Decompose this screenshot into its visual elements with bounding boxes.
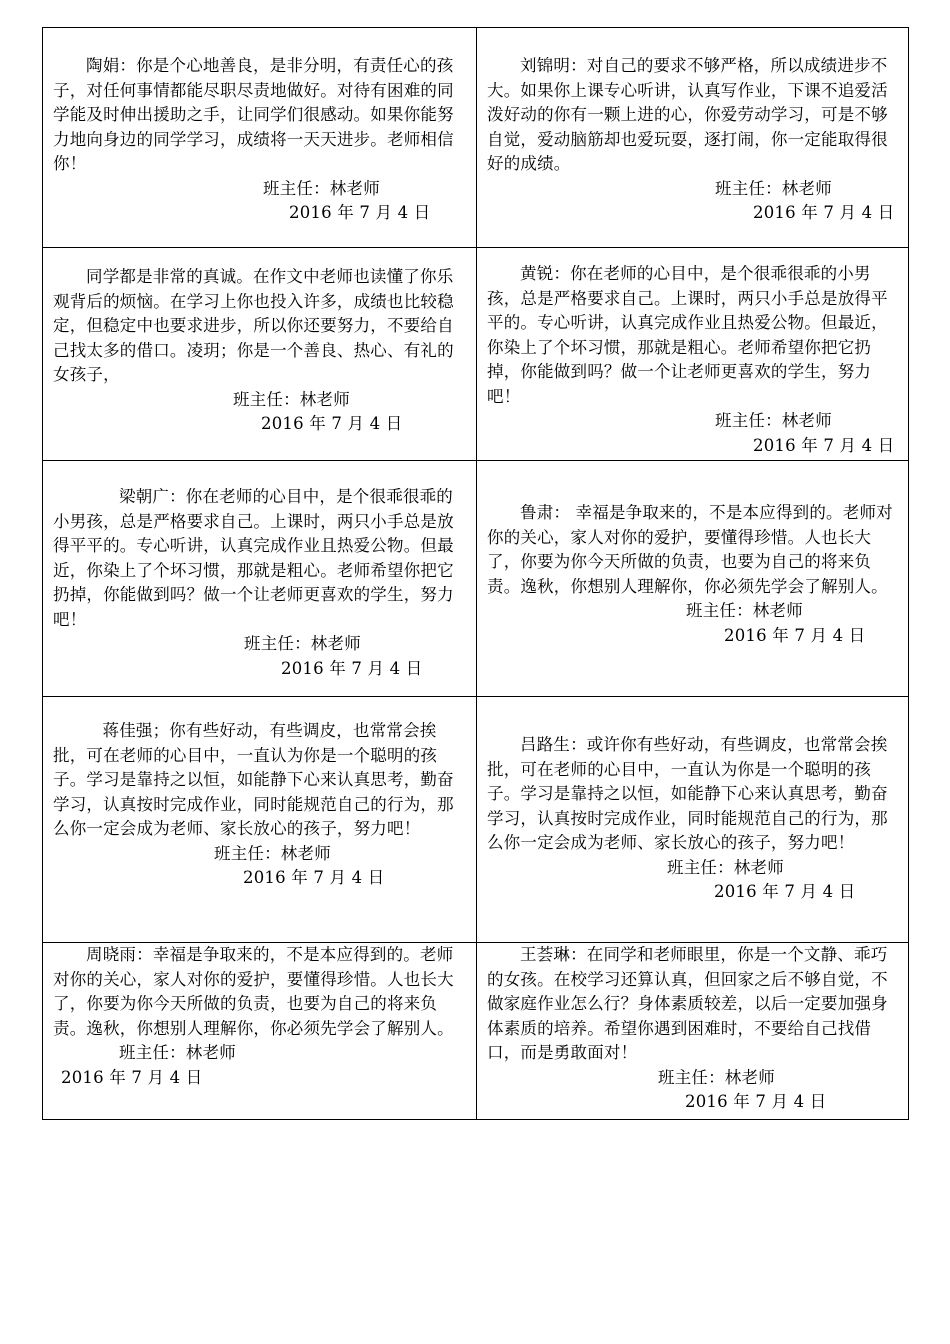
comment-cell bbox=[477, 248, 909, 461]
comment-date: 2016 年 7 月 4 日 bbox=[289, 203, 431, 222]
comment-text: 刘锦明：对自己的要求不够严格，所以成绩进步不大。如果你上课专心听讲，认真写作业，下课不追爱活泼好动的你有一颗上进的心，你爱劳动学习，可是不够自觉，爱动脑筋却也爱玩耍，逐打闹，你一定能取得很好的成绩。 bbox=[487, 56, 888, 173]
teacher-signature: 班主任：林老师 bbox=[686, 601, 803, 620]
comment-cell bbox=[43, 248, 477, 461]
comment-text: 蒋佳强；你有些好动，有些调皮，也常常会挨批，可在老师的心目中，一直认为你是一个聪明的孩子。学习是靠持之以恒，如能静下心来认真思考，勤奋学习，认真按时完成作业，同时能规范自己的行为，那么你一定会成为老师、家长放心的孩子，努力吧！ bbox=[53, 721, 454, 838]
comment-text: 陶娟：你是个心地善良，是非分明，有责任心的孩子，对任何事情都能尽职尽责地做好。对待有困难的同学能及时伸出援助之手，让同学们很感动。如果你能努力地向身边的同学学习，成绩将一天天进步。老师相信你！ bbox=[53, 56, 454, 173]
teacher-signature: 班主任：林老师 bbox=[715, 411, 832, 430]
comment-text: 周晓雨：幸福是争取来的，不是本应得到的。老师对你的关心，家人对你的爱护，要懂得珍惜。人也长大了，你要为你今天所做的负责，也要为自己的将来负责。逸秋，你想别人理解你，你必须先学会了解别人。 bbox=[53, 945, 454, 1038]
comment-text: 同学都是非常的真诚。在作文中老师也读懂了你乐观背后的烦恼。在学习上你也投入许多，成绩也比较稳定，但稳定中也要求进步，所以你还要努力，不要给自己找太多的借口。凌玥；你是一个善良、热心、有礼的女孩子， bbox=[53, 267, 454, 384]
comment-date: 2016 年 7 月 4 日 bbox=[714, 882, 856, 901]
teacher-signature: 班主任：林老师 bbox=[233, 389, 350, 409]
teacher-signature: 班主任：林老师 bbox=[119, 1043, 236, 1062]
comment-date: 2016 年 7 月 4 日 bbox=[753, 203, 895, 222]
comment-date: 2016 年 7 月 4 日 bbox=[685, 1092, 827, 1111]
teacher-signature: 班主任：林老师 bbox=[715, 178, 832, 198]
teacher-signature: 班主任：林老师 bbox=[263, 178, 380, 198]
teacher-signature: 班主任：林老师 bbox=[244, 634, 361, 653]
comment-date: 2016 年 7 月 4 日 bbox=[243, 868, 385, 887]
comment-date: 2016 年 7 月 4 日 bbox=[724, 625, 866, 645]
comment-cell bbox=[477, 943, 909, 1120]
comment-date: 2016 年 7 月 4 日 bbox=[281, 658, 423, 678]
comment-text: 梁朝广：你在老师的心目中，是个很乖很乖的小男孩，总是严格要求自己。上课时，两只小手总是放得平平的。专心听讲，认真完成作业且热爱公物。但最近，你染上了个坏习惯，那就是粗心。老师希望你把它扔掉，你能做到吗？做一个让老师更喜欢的学生，努力吧！ bbox=[53, 487, 454, 629]
teacher-signature: 班主任：林老师 bbox=[667, 857, 784, 877]
comment-cell bbox=[477, 697, 909, 943]
comment-date: 2016 年 7 月 4 日 bbox=[261, 414, 403, 433]
comment-cell bbox=[43, 943, 477, 1120]
comment-text: 吕路生：或许你有些好动，有些调皮，也常常会挨批，可在老师的心目中，一直认为你是一个聪明的孩子。学习是靠持之以恒，如能静下心来认真思考，勤奋学习，认真按时完成作业，同时能规范自己的行为，那么你一定会成为老师、家长放心的孩子，努力吧！ bbox=[487, 735, 888, 852]
comment-text: 黄锐：你在老师的心目中，是个很乖很乖的小男孩，总是严格要求自己。上课时，两只小手总是放得平平的。专心听讲，认真完成作业且热爱公物。但最近，你染上了个坏习惯，那就是粗心。老师希望你把它扔掉，你能做到吗？做一个让老师更喜欢的学生，努力吧！ bbox=[487, 264, 888, 406]
comment-text: 王荟琳：在同学和老师眼里，你是一个文静、乖巧的女孩。在校学习还算认真，但回家之后不够自觉，不做家庭作业怎么行？身体素质较差，以后一定要加强身体素质的培养。希望你遇到困难时，不要给自己找借口，而是勇敢面对！ bbox=[487, 945, 888, 1062]
comment-cell bbox=[43, 697, 477, 943]
comment-date: 2016 年 7 月 4 日 bbox=[61, 1067, 203, 1087]
teacher-signature: 班主任：林老师 bbox=[658, 1067, 775, 1087]
comment-cell bbox=[43, 461, 477, 697]
comment-cell bbox=[477, 28, 909, 248]
teacher-signature: 班主任：林老师 bbox=[214, 843, 331, 863]
comment-text: 鲁肃： 幸福是争取来的，不是本应得到的。老师对你的关心，家人对你的爱护，要懂得珍惜。人也长大了，你要为你今天所做的负责，也要为自己的将来负责。逸秋，你想别人理解你，你必须先学会了解别人。 bbox=[487, 503, 893, 596]
comment-date: 2016 年 7 月 4 日 bbox=[753, 435, 895, 455]
comments-table bbox=[42, 27, 909, 1120]
comment-cell bbox=[43, 28, 477, 248]
comment-cell bbox=[477, 461, 909, 697]
